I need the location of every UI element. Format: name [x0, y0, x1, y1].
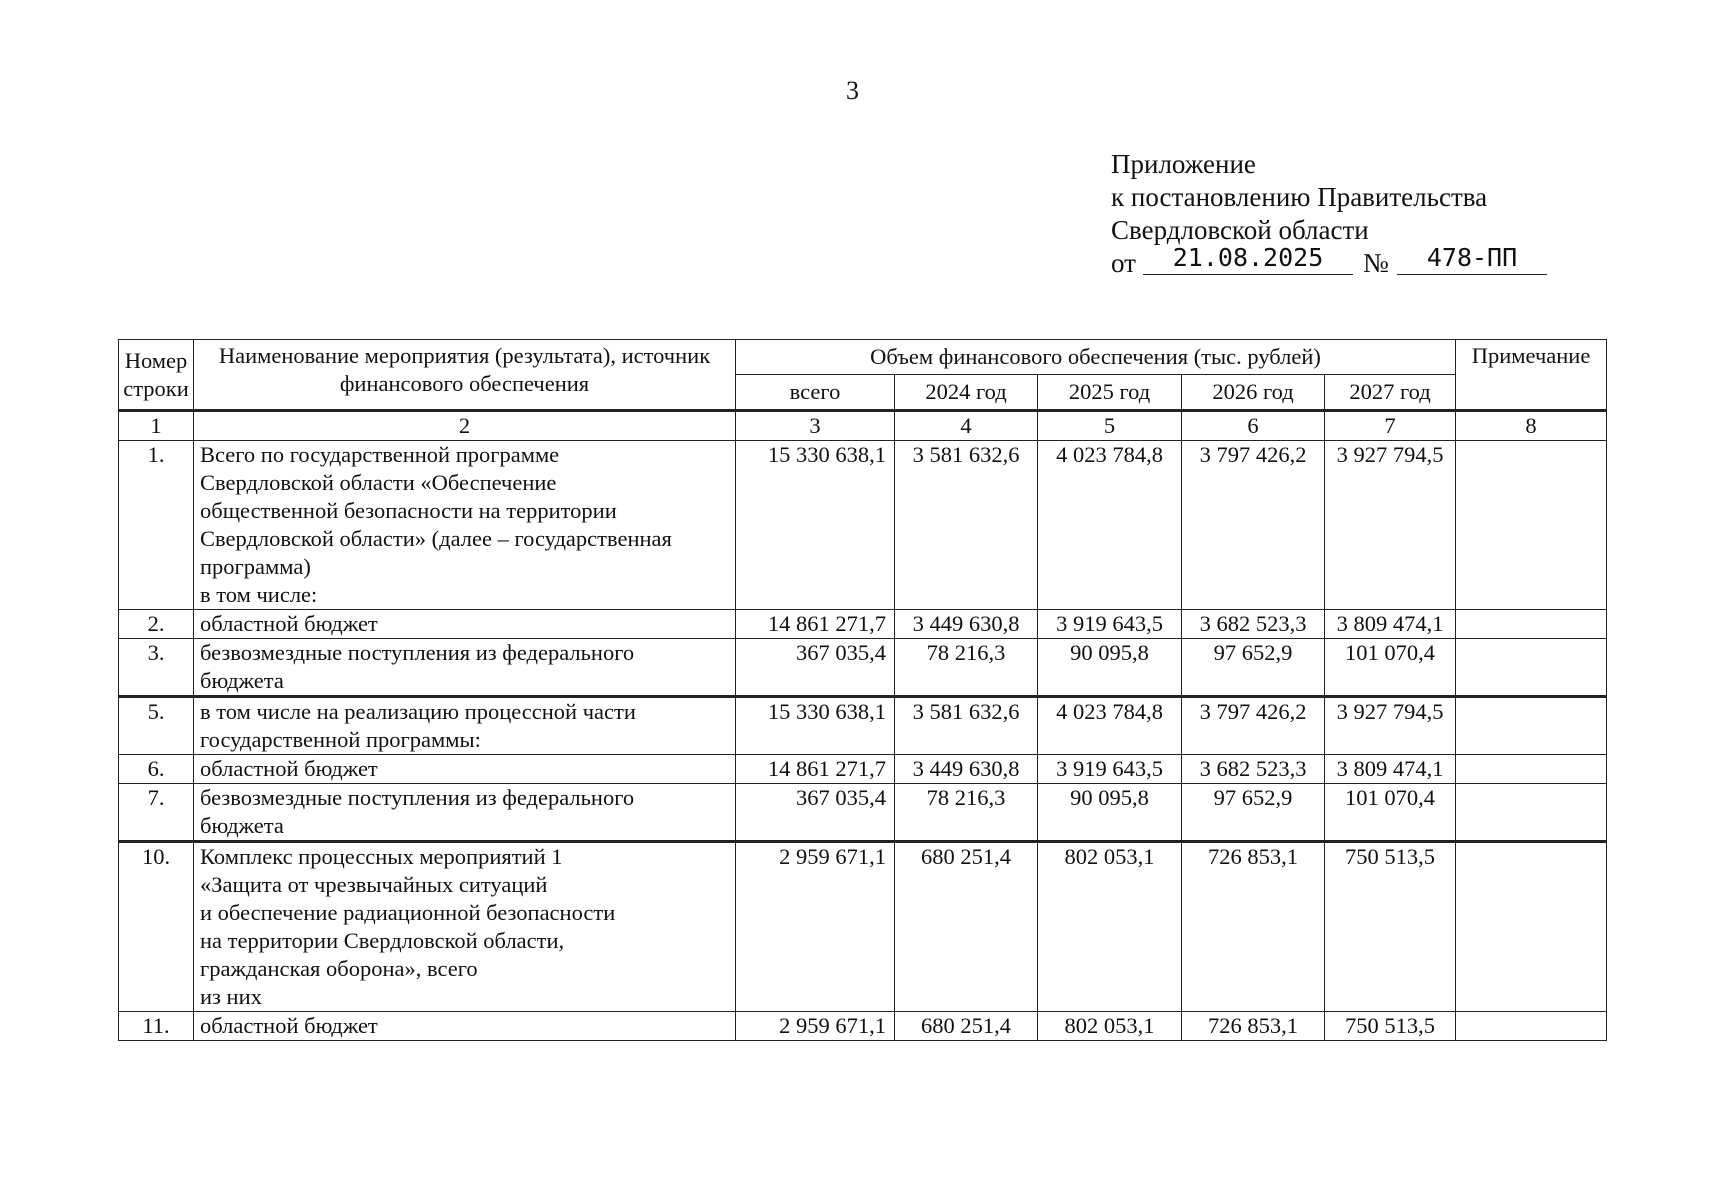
cell-y2024: 3 449 630,8	[895, 755, 1038, 784]
row-note	[1456, 639, 1607, 697]
cell-total: 14 861 271,7	[736, 755, 895, 784]
row-name: Комплекс процессных мероприятий 1 «Защита от чрезвычайных ситуаций и обеспечение радиационной безопасности на территории Свердловской области, гражданская оборона», всего из них	[194, 842, 736, 1012]
cell-total: 367 035,4	[736, 639, 895, 697]
table-row	[119, 842, 1607, 1012]
cell-y2025: 90 095,8	[1038, 639, 1182, 697]
header-total: всего	[736, 375, 895, 411]
cell-y2024: 3 581 632,6	[895, 441, 1038, 610]
cell-total: 2 959 671,1	[736, 1012, 895, 1041]
cell-y2026: 3 797 426,2	[1182, 697, 1325, 755]
cell-y2025: 4 023 784,8	[1038, 697, 1182, 755]
cell-y2027: 750 513,5	[1325, 842, 1456, 1012]
header-year-2027: 2027 год	[1325, 375, 1456, 411]
row-number: 10.	[119, 842, 194, 1012]
cell-y2026: 3 682 523,3	[1182, 755, 1325, 784]
header-year-2026: 2026 год	[1182, 375, 1325, 411]
column-index: 1	[119, 411, 194, 441]
row-number: 1.	[119, 441, 194, 610]
row-name: областной бюджет	[194, 1012, 736, 1041]
table-row	[119, 610, 1607, 639]
table-row	[119, 1012, 1607, 1041]
cell-y2027: 3 927 794,5	[1325, 697, 1456, 755]
cell-y2026: 3 682 523,3	[1182, 610, 1325, 639]
header-row-no: Номер строки	[119, 340, 194, 411]
cell-y2026: 97 652,9	[1182, 639, 1325, 697]
column-index: 5	[1038, 411, 1182, 441]
header-note: Примечание	[1456, 340, 1607, 411]
row-note	[1456, 842, 1607, 1012]
cell-total: 2 959 671,1	[736, 842, 895, 1012]
funding-table-body	[119, 340, 1607, 1041]
cell-y2024: 680 251,4	[895, 1012, 1038, 1041]
cell-y2026: 3 797 426,2	[1182, 441, 1325, 610]
cell-y2027: 101 070,4	[1325, 639, 1456, 697]
cell-y2026: 726 853,1	[1182, 842, 1325, 1012]
cell-y2025: 4 023 784,8	[1038, 441, 1182, 610]
row-number: 5.	[119, 697, 194, 755]
cell-y2025: 802 053,1	[1038, 842, 1182, 1012]
row-name: Всего по государственной программе Свердловской области «Обеспечение общественной безопасности на территории Свердловской области» (далее – государственная программа) в том числе:	[194, 441, 736, 610]
column-index: 3	[736, 411, 895, 441]
row-note	[1456, 441, 1607, 610]
decree-number: 478-ПП	[1397, 241, 1547, 275]
row-name: в том числе на реализацию процессной части государственной программы:	[194, 697, 736, 755]
cell-y2025: 802 053,1	[1038, 1012, 1182, 1041]
row-number: 2.	[119, 610, 194, 639]
header-funding: Объем финансового обеспечения (тыс. рублей)	[736, 340, 1456, 375]
cell-total: 367 035,4	[736, 784, 895, 842]
from-label: от	[1111, 248, 1136, 278]
cell-y2024: 680 251,4	[895, 842, 1038, 1012]
cell-y2025: 3 919 643,5	[1038, 755, 1182, 784]
cell-total: 15 330 638,1	[736, 697, 895, 755]
appendix-subtitle: к постановлению Правительства	[1111, 182, 1488, 212]
header-name: Наименование мероприятия (результата), источник финансового обеспечения	[194, 340, 736, 411]
cell-total: 15 330 638,1	[736, 441, 895, 610]
row-number: 6.	[119, 755, 194, 784]
cell-y2027: 750 513,5	[1325, 1012, 1456, 1041]
cell-y2025: 90 095,8	[1038, 784, 1182, 842]
decree-line	[1111, 243, 1518, 280]
cell-y2027: 3 809 474,1	[1325, 755, 1456, 784]
number-label: №	[1363, 248, 1389, 278]
row-number: 7.	[119, 784, 194, 842]
table-row	[119, 639, 1607, 697]
cell-y2024: 78 216,3	[895, 784, 1038, 842]
row-note	[1456, 610, 1607, 639]
column-index: 7	[1325, 411, 1456, 441]
cell-y2024: 78 216,3	[895, 639, 1038, 697]
row-name: областной бюджет	[194, 610, 736, 639]
table-row	[119, 784, 1607, 842]
appendix-header	[1111, 148, 1518, 280]
cell-y2024: 3 581 632,6	[895, 697, 1038, 755]
cell-y2025: 3 919 643,5	[1038, 610, 1182, 639]
table-row	[119, 755, 1607, 784]
page-number: 3	[846, 76, 859, 105]
row-note	[1456, 697, 1607, 755]
appendix-title: Приложение	[1111, 149, 1256, 179]
header-row-1	[119, 340, 1607, 375]
row-number: 3.	[119, 639, 194, 697]
row-name: безвозмездные поступления из федерального бюджета	[194, 784, 736, 842]
cell-y2026: 97 652,9	[1182, 784, 1325, 842]
cell-y2026: 726 853,1	[1182, 1012, 1325, 1041]
column-index: 2	[194, 411, 736, 441]
cell-y2024: 3 449 630,8	[895, 610, 1038, 639]
funding-table	[118, 339, 1607, 1041]
column-index: 4	[895, 411, 1038, 441]
table-row	[119, 441, 1607, 610]
column-index-row	[119, 411, 1607, 441]
table-row	[119, 697, 1607, 755]
decree-date: 21.08.2025	[1143, 241, 1353, 275]
cell-y2027: 3 809 474,1	[1325, 610, 1456, 639]
row-name: областной бюджет	[194, 755, 736, 784]
column-index: 8	[1456, 411, 1607, 441]
appendix-region: Свердловской области	[1111, 215, 1369, 245]
row-number: 11.	[119, 1012, 194, 1041]
row-note	[1456, 1012, 1607, 1041]
header-year-2024: 2024 год	[895, 375, 1038, 411]
cell-total: 14 861 271,7	[736, 610, 895, 639]
cell-y2027: 3 927 794,5	[1325, 441, 1456, 610]
row-note	[1456, 784, 1607, 842]
cell-y2027: 101 070,4	[1325, 784, 1456, 842]
header-year-2025: 2025 год	[1038, 375, 1182, 411]
row-note	[1456, 755, 1607, 784]
row-name: безвозмездные поступления из федерального бюджета	[194, 639, 736, 697]
column-index: 6	[1182, 411, 1325, 441]
